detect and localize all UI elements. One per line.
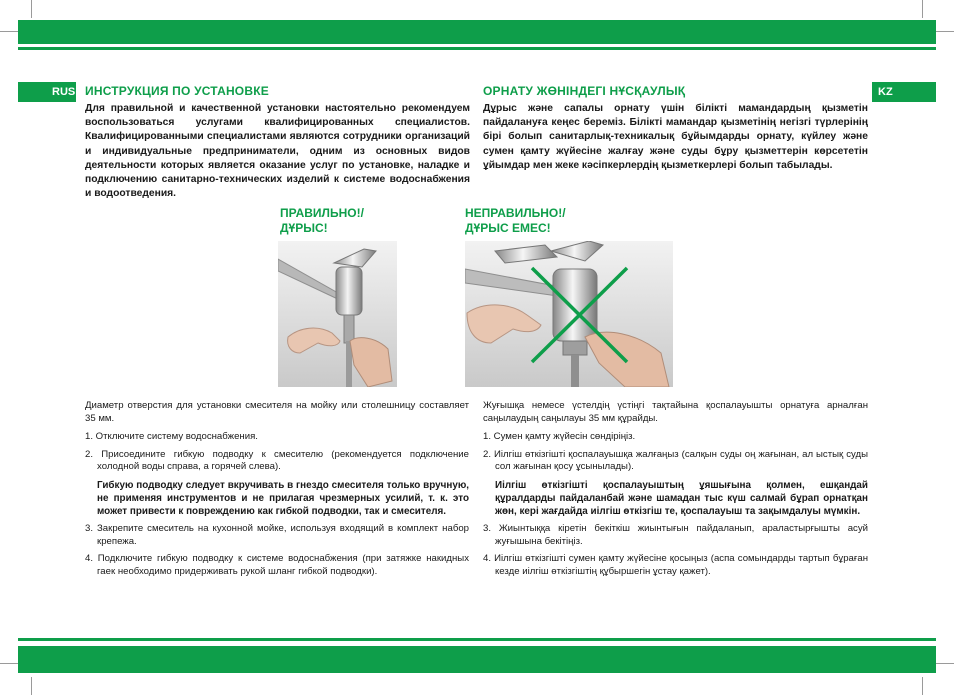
faucet-incorrect-illustration: [465, 241, 673, 387]
step-4-kz: 4. Иілгіш өткізгішті сумен қамту жүйесіне қосыңыз (аспа сомындарды тартып бұраған кезде иілгіш өткізгіштің құбыршегін ұстау қажет).: [483, 553, 868, 578]
lang-tag-kz: KZ: [872, 82, 936, 102]
step-4-rus: 4. Подключите гибкую подводку к системе водоснабжения (при затяжке накидных гаек необходимо придерживать рукой шланг гибкой подводки).: [85, 553, 469, 578]
crop-mark: [31, 677, 32, 695]
step-2-rus: 2. Присоедините гибкую подводку к смесителю (рекомендуется подключение холодной воды справа, а горячей слева).: [85, 448, 469, 473]
intro-rus: Для правильной и качественной установки настоятельно рекомендуем воспользоваться услугами квалифицированных специалистов. Квалифицированными специалистами являются сотрудники организаций и индивидуальные предприниматели, одним из основных видов деятельности которых является оказание услуг по установке, наладке и подключению санитарно-технических изделий к системе водоснабжения и водоотведения.: [85, 103, 470, 200]
lang-tag-rus: RUS: [18, 82, 76, 102]
footer-band: [18, 646, 936, 673]
header-band: [18, 20, 936, 44]
correct-label-line1: ПРАВИЛЬНО!/: [280, 206, 364, 220]
header-rule: [18, 47, 936, 50]
crop-mark: [0, 31, 18, 32]
incorrect-label-line2: ДҰРЫС ЕМЕС!: [465, 221, 551, 235]
crop-mark: [0, 663, 18, 664]
intro-kz: Дұрыс және сапалы орнату үшін білікті мамандардың қызметін пайдалануға кеңес береміз. Білікті мамандар қызметінің негізгі түрлерінің бірі болып санитарлық-техникалық бұйымдарды орнату, күйлеу және сумен қамту жүйесіне жалғау және суды бұру қызметтерін көрсететін ұйымдар мен жеке кәсіпкерлердің қызметкерлері болып табылады.: [483, 103, 868, 171]
correct-install-photo: [278, 241, 397, 387]
step-1-kz: 1. Сумен қамту жүйесін сөндіріңіз.: [483, 431, 636, 443]
warning-rus: Гибкую подводку следует вкручивать в гнездо смесителя только вручную, не применяя инструментов и не прилагая чрезмерных усилий, т. к. это может привести к повреждению как гибкой подводки, так и смесителя.: [97, 479, 469, 518]
body-intro-rus: Диаметр отверстия для установки смесителя на мойку или столешницу составляет 35 мм.: [85, 400, 469, 424]
body-column-rus: [85, 400, 469, 584]
crop-mark: [936, 31, 954, 32]
warning-kz: Иілгіш өткізгішті қоспалауыштың ұяшығына қолмен, ешқандай құралдарды пайдаланбай және шамадан тыс күш салмай бұрап орнатқан жөн, кері жағдайда иілгіш өткізгіш те, қоспалауыш та зақымдалуы мүмкін.: [495, 479, 868, 518]
step-1-rus: 1. Отключите систему водоснабжения.: [85, 431, 258, 443]
section-title-rus: ИНСТРУКЦИЯ ПО УСТАНОВКЕ: [85, 84, 269, 98]
body-column-kz: [483, 400, 868, 584]
incorrect-label-line1: НЕПРАВИЛЬНО!/: [465, 206, 566, 220]
step-3-kz: 3. Жиынтыққа кіретін бекіткіш жиынтығын пайдаланып, араластырғышты асуй жуғышына бекітіңіз.: [483, 523, 868, 547]
correct-label: [280, 206, 364, 236]
crop-mark: [922, 0, 923, 18]
incorrect-install-photo: [465, 241, 673, 387]
faucet-correct-illustration: [278, 241, 397, 387]
footer-rule: [18, 638, 936, 641]
body-intro-kz: Жуғышқа немесе үстелдің үстіңгі тақтайына қоспалауышты орнатуға арналған саңылаудың саңылауы 35 мм құрайды.: [483, 400, 868, 424]
step-3-rus: 3. Закрепите смеситель на кухонной мойке, используя входящий в комплект набор крепежа.: [85, 523, 469, 547]
correct-label-line2: ДҰРЫС!: [280, 221, 328, 235]
crop-mark: [31, 0, 32, 18]
crop-mark: [922, 677, 923, 695]
incorrect-label: [465, 206, 566, 236]
step-2-kz: 2. Иілгіш өткізгішті қоспалауышқа жалғаңыз (салқын суды оң жағынан, ал ыстық суды сол жағынан қосу ұсынылады).: [483, 448, 868, 473]
section-title-kz: ОРНАТУ ЖӨНІНДЕГІ НҰСҚАУЛЫҚ: [483, 84, 686, 98]
crop-mark: [936, 663, 954, 664]
